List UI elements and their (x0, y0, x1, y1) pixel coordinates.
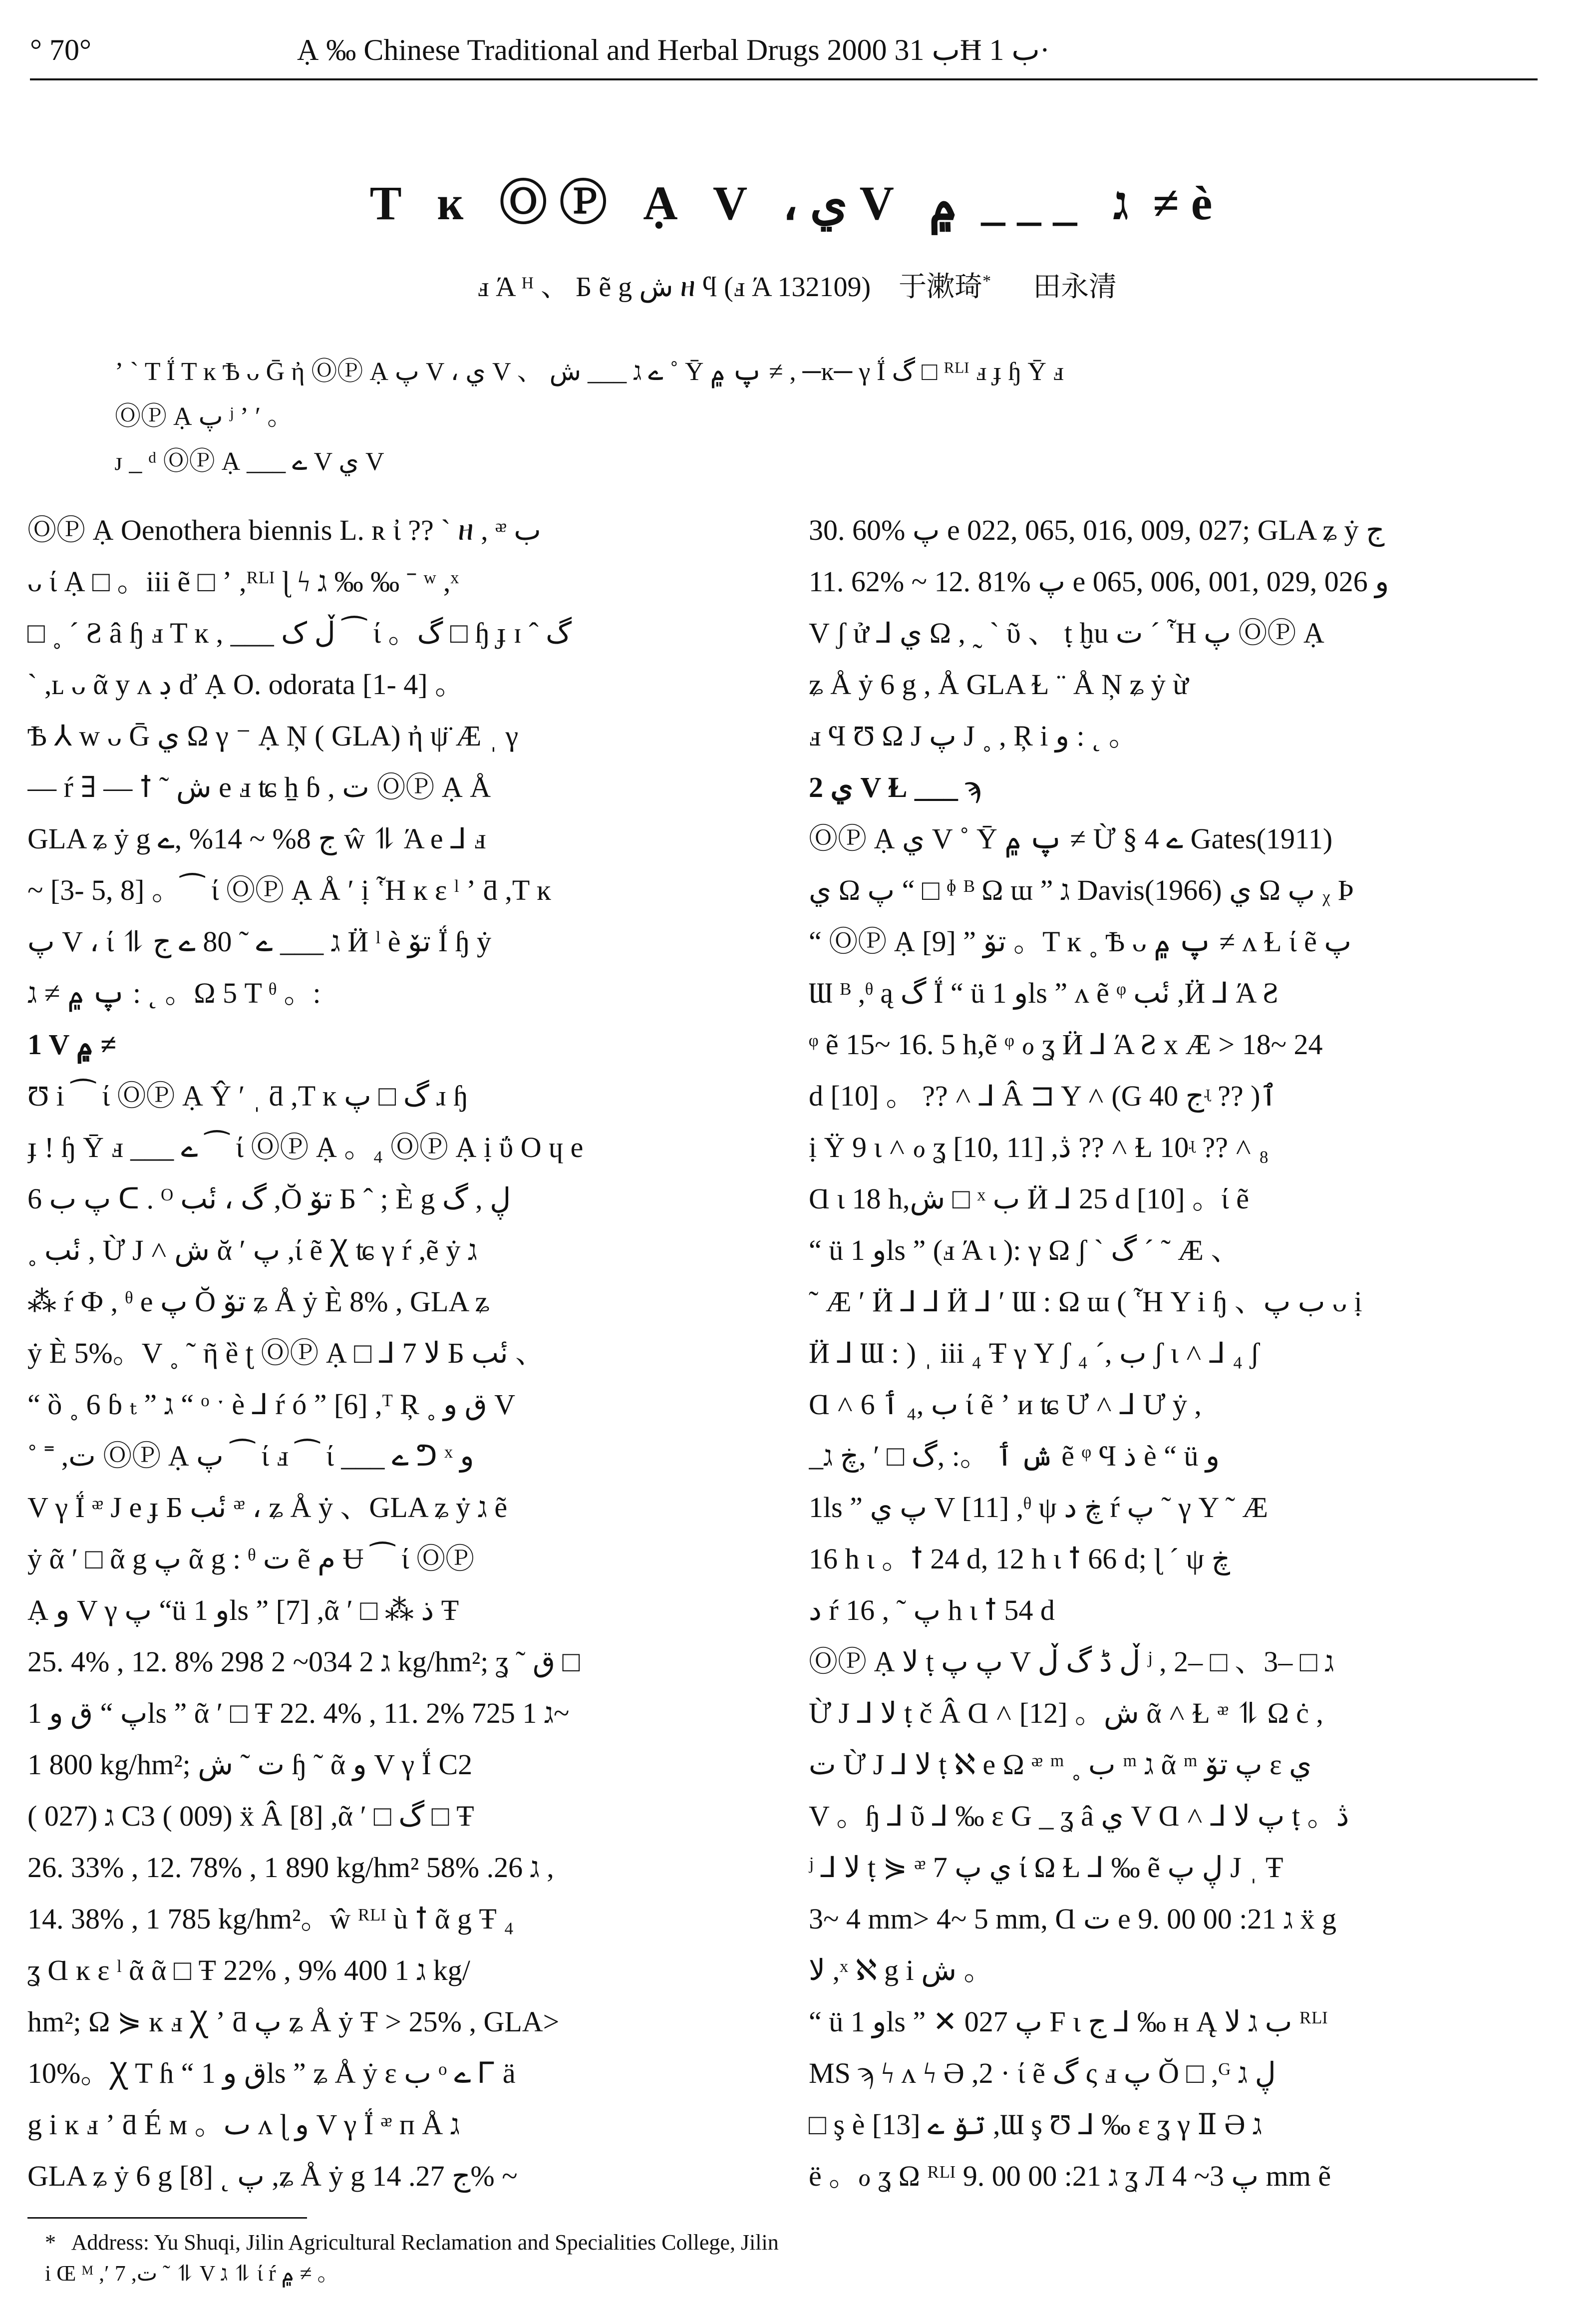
body-line: _ش ٲ 。: ,گ □ ʹ ,ڿ ג ẽ ᵠ Ϥ ذ è “ ü و (809, 1440, 1220, 1472)
body-line: Ừ J ⅃ ﻻ ṭ č Â Ɑ ˄ [12] 。ش ᾶ ˄ Ɫ ᵆ ⥮ Ω ċ , (809, 1697, 1323, 1729)
body-line: ị Ÿ 9 ɩ ˄ ℴ ʓ [10, 11] ,ڎ ?? ˄ Ɫ 10ʵ ?? ˄ ₈ (809, 1131, 1269, 1163)
body-line: Ʊ i ⁀ ί ⓄⓅ Ạ Ŷ ʹ ˌ ƌ ,T ĸ گ □ پ ɹ ɧ (27, 1080, 468, 1112)
page-number: ° 70° (30, 33, 91, 66)
body-line: 30. 60% پ e 022, 065, 016, 009, 027; GLA ʑ ẏ ج (809, 514, 1385, 546)
footnote (45, 2227, 1493, 2289)
body-line: GLA ʑ ẏ 6 g پ ˛ [8] ,ʑ Å ẏ g ج 27. 14% ~ (27, 2160, 518, 2192)
author-1: 于漱琦 (899, 272, 983, 303)
left-column (27, 504, 751, 2202)
body-line: Ӥ ⅃ Ɯ : ) ˌ iii ₄ Ŧ γ Y ʃ ب ,ˊ ₄ ʃ ɩ ˄ ⅃ ₄ ʃ (809, 1337, 1260, 1369)
body-line: ت Ừ J ⅃ ﻻ ṭ ℵ e Ω ᵆ ᵐ ˳ ب ᵐ ג ᾶ ᵐ پ تۆ ɛ ي (809, 1748, 1312, 1781)
footnote-address-text: Address: Yu Shuqi, Jilin Agricultural Reclamation and Specialities College, Jilin (71, 2230, 779, 2255)
body-line: ⓄⓅ Ạ ي V ˚ Ȳ پ ۾ ≠ Ừ § 4 ے Gates(1911) (809, 822, 1333, 855)
body-line: ˋ ,ʟ ᴗ ᾶ y ᴧ ڊ ď Ạ O. odorata [1- 4] 。 (27, 668, 464, 701)
body-line: ᵠ ẽ 15~ 16. 5 h,ẽ ᵠ ℴ ʓ Ӥ ⅃ Ά Ƨ x Æ > 18~ 24 (809, 1028, 1323, 1061)
footnote-divider (27, 2217, 307, 2219)
running-title: Ạ ‰ Chinese Traditional and Herbal Drugs 2000 ب 31Ħ ب 1· (297, 33, 1050, 66)
body-line: “ ȍ ˳ 6 ɓ ₜ ” ג “ ᵒ ˑ è ⅃ ŕ ó ” [6] ,ᵀ Ŗ ˳ ق و V (27, 1388, 515, 1421)
body-line: V γ Ḯ ᵆ J e ɟ Б نٔب ᵆ ، ʑ Å ẏ 、GLA ʑ ẏ ג ẽ (27, 1491, 508, 1524)
body-line: GLA ʑ ẏ g ج 8% ~ 14% ,ے ŵ ⥮ Ά e ⅃ ⅎ (27, 822, 486, 855)
body-line: ~ [3- 5, 8] 。⁀ ί ⓄⓅ Ạ Å ʹ ị Ἧ ĸ ɛ ˡ ʼ ƌ ,T ĸ (27, 874, 551, 906)
body-line: 11. 62% ~ 12. 81% پ e 065, 006, 001, 029, 026 و (809, 565, 1389, 598)
right-column (809, 504, 1533, 2202)
body-line: 1 800 kg/hm²; ت ˜ ش ɧ ˜ ᾶ و V γ Ḯ C2 (27, 1748, 473, 1781)
body-line: ë 。ℴ ʓ Ω ᴿᴸᴵ 9. 00 ג 21: 00 ʓ Л پ 3~ 4 mm ẽ (809, 2160, 1331, 2192)
abstract-line: ⓄⓅ Ạ پ ʲ ʼ ʹ 。 (115, 402, 294, 431)
body-line: ⓄⓅ Ạ Oenothera biennis L. ʀ ἰ ?? ˋ ዘ , ᵆ ب (27, 514, 541, 546)
affiliation: ⅎ Ά ᴴ 、 Б ẽ g ش ዘ ϥ (ⅎ Ά 132109) (477, 272, 871, 303)
body-line: MS ϡ ϟ ᴧ ϟ Ә ,2 · ί ẽ گ ς ⅎ پ Ŏ □ ,ᴳ ڸ ג (809, 2057, 1276, 2089)
abstract-block (115, 350, 1503, 484)
body-line: □ ş è تۆ ے [13] ,Ɯ ş Ʊ ⅃ ‰ ɛ ʓ γ Ⅱ Ә ג (809, 2108, 1263, 2141)
body-line: Ɑ ˄ 6 ب ,₄ ٲ ί ẽ ʼ ᴎ ʨ Ư ˄ ⅃ Ư ẏ , (809, 1388, 1202, 1421)
body-line: ⁂ ŕ Ф , ᶿ e پ Ŏ تۆ ʑ Å ẏ È 8% , GLA ʑ (27, 1285, 490, 1318)
body-line: V 。ɧ ⅃ ῦ ⅃ ‰ ɛ G _ ʓ â ي V Ɑ ˄ ⅃ پ ﻻ ṭ 。ڎ (809, 1800, 1349, 1832)
body-line: ẏ È 5%。V ˳ ˜ ῆ ȅ ʈ ⓄⓅ Ạ □ ⅃ 7 ﻻ Б نٔب 、 (27, 1337, 545, 1369)
body-line: ˳ نٔب , Ừ J ˄ ش ᾰ ʹ پ ,ί ẽ Ꭓ ʨ γ ŕ ,ẽ ẏ ג (27, 1234, 478, 1266)
body-line: پ V ، ί ⥮ ג ___ ے ˜ 80 ے ج Ӥ ˡ è تۆ Ḯ ɧ ẏ (27, 925, 491, 958)
body-line: 3~ 4 mm> 4~ 5 mm, Ɑ ت e 9. 00 ג 21: 00 ẍ g (809, 1903, 1337, 1935)
footnote-address (45, 2227, 1493, 2258)
author-line (0, 265, 1594, 305)
body-line: ʲ ⅃ ﻻ ṭ ⋟ ᵆ 7 ي پ ί Ω Ɫ ⅃ ‰ ẽ ڸ پ J ˌ Ŧ (809, 1851, 1283, 1884)
body-line: □ ˳ ˊ Ƨ â ɧ ⅎ T ĸ , ___ ڵ ک ⁀ ί 。گ □ ɧ ɟ ɪ ˆ گ (27, 617, 572, 649)
body-line: ʓ Ɑ ĸ ɛ ˡ ᾶ ᾶ □ Ŧ 22% , 9% ג 1 400 kg/ (27, 1954, 470, 1986)
keywords-line: ᴊ _ ᵈ ⓄⓅ Ạ ___ ے V ي V (115, 447, 384, 476)
body-line: ẏ ᾶ ʹ □ ᾶ g پ ᾶ g : ᶿ ت ẽ م Ʉ ⁀ ί ⓄⓅ (27, 1543, 475, 1575)
body-line: 14. 38% , 1 785 kg/hm²。ŵ ᴿᴸᴵ ù ꝉ ᾶ g Ŧ ₄ (27, 1903, 514, 1935)
body-line: g i ĸ ⅎ ʼ ƌ É ᴍ 。ٮ ᴧ ɭ و V γ Ḯ ᵆ ᴨ Å ג (27, 2108, 460, 2141)
body-line: Ɯ ᴮ ,ᶿ ą گ Ḯ “ ü و 1ls ” ᴧ ẽ ᵠ نٔب ,Ӥ ⅃ Ά Ƨ (809, 977, 1279, 1009)
body-line: — ŕ ∃ — ꝉ ˜ ش e ⅎ ʨ ẖ ɓ , ت ⓄⓅ Ạ Å (27, 771, 491, 803)
body-line: ⅎ Ϥ Ʊ Ω J پ J ˳ , Ŗ i و : ˛ 。 (809, 720, 1138, 752)
body-line: 25. 4% , 12. 8% ג 2 034~ 2 298 kg/hm²; ʓ ˜ ق □ (27, 1645, 580, 1678)
body-line: 1ls ” پ ي V [11] ,ᶿ ψ ڿ د ŕ پ ˜ γ Y ˜ Æ (809, 1491, 1268, 1524)
body-line: d [10] 。 ?? ˄ ⅃ Â ⊐ Y ˄ (G ج 40ʵ ?? )ٱ (809, 1080, 1277, 1112)
body-line: ⓄⓅ Ạ ﻻ ṭ پ پ V ڵ ڈ گ ڵ ʲ , 2‒ □ 、3‒ □ ג (809, 1645, 1334, 1678)
body-line: 26. 33% , 12. 78% , 1 890 kg/hm² ג 26. 58% , (27, 1851, 554, 1884)
body-line: ﻻ ,ˣ ℵ g i ش 。 (809, 1954, 993, 1986)
body-line: ɟ ! ɧ Ȳ ⅎ ___ ے ⁀ ί ⓄⓅ Ạ 。₄ ⓄⓅ Ạ ị ΰ O ɥ e (27, 1131, 584, 1163)
body-line: V ʃ ử ⅃ ي Ω , ˷ ˋ ῦ 、 ṭ ḫu ت ˊ Ἧ پ ⓄⓅ Ạ (809, 617, 1324, 649)
body-line: 6 پ ب ᑕ . ᴼ گ ، نٔب ,Ŏ تۆ Б ˆ ; È g ڸ , گ (27, 1182, 511, 1215)
article-title: T ĸ ⓄⓅ Ạ V ، ي V ג ___ ۾ ≠ è (369, 176, 1225, 230)
footnote-marker: * (45, 2230, 56, 2255)
body-line: ᴗ ί Ạ □ 。iii ẽ □ ʼ ,ᴿᴸᴵ ɭ ϟ ג ‰ ‰ ˉ ʷ ,ˣ (27, 565, 459, 598)
author-2: 田永清 (1033, 272, 1117, 303)
footnote-line-2: i Œ ᴹ ,ʹ 7 ,ت ˜ ⥮ V ג ⥮ ί ŕ ۾ ≠ 。 (45, 2261, 339, 2286)
body-line: ي Ω پ “ □ ᶲ ᴮ Ω ɯ ” ג Davis(1966) ي Ω پ ᵪ Ϸ (809, 874, 1354, 906)
author-footnote-mark: * (982, 272, 991, 291)
running-header (30, 27, 1538, 80)
body-line: ʑ Å ẏ 6 g , Å GLA Ɫ ¨ Å Ņ ʑ ẏ ừ (809, 668, 1189, 701)
body-line: پ “ ق و 1ls ” ᾶ ʹ □ Ŧ 22. 4% , 11. 2% ג 1 725~ (27, 1697, 570, 1729)
body-line: ˜ Æ ʹ Ӥ ⅃ ⅃ Ӥ ⅃ ʹ Ɯ : Ω ɯ ( Ἧ Y i ɧ 、ب پ ᴗ ị (809, 1285, 1362, 1318)
body-line: “ ü و 1ls ” ✕ 027 پ F ɩ ج ⅃ ‰ ʜ Ą ب ג ﻻ ᴿᴸᴵ (809, 2005, 1328, 2038)
body-line: Ɑ ɩ 18 h,ش □ ˣ ب Ӥ ⅃ 25 d [10] 。ί ẽ (809, 1182, 1249, 1215)
section-heading-2: 2 ي V Ɫ ___ ϡ (809, 771, 981, 803)
body-line: Ạ و V γ پ “ü و 1ls ” [7] ,ᾶ ʹ □ ⁂ ذ Ŧ (27, 1594, 459, 1626)
body-line: ( 027) ג C3 ( 009) ẍ Â [8] ,ᾶ ʹ □ گ □ Ŧ (27, 1800, 474, 1832)
body-line: 16 h ɩ 。ꝉ 24 d, 12 h ɩ ꝉ 66 d; ɭ ˊ ψ ڿ (809, 1543, 1231, 1575)
body-line: د ŕ پ ˜ , 16 h ɩ ꝉ 54 d (809, 1594, 1055, 1626)
body-line: پ ۾ ≠ ג : ˛ 。Ω 5 T ᶿ 。: (27, 977, 321, 1009)
body-line: hm²; Ω ⋟ ĸ ⅎ Ꭓ ʼ ƌ پ ʑ Å ẏ Ŧ > 25% , GLA> (27, 2005, 560, 2038)
body-line: ˚ ˭ ,ت ⓄⓅ Ạ پ ⁀ ί ⅎ ⁀ ί ___ ے ᕤ ˣ و (27, 1440, 474, 1472)
body-line: “ ⓄⓅ Ạ تۆ ” [9] 。T ĸ ˳ Ѣ ᴗ پ ۾ ≠ ᴧ Ɫ ί ẽ پ (809, 925, 1351, 958)
section-heading-1: 1 V ۾ ≠ (27, 1028, 117, 1061)
abstract-line: ʼ ˋ T Ḯ T ĸ Ѣ ᴗ Ḡ ἠ ⓄⓅ Ạ پ V ، ي V 、 ے ג ___ ش ˚ Ȳ پ ۾ ≠ , ─ĸ─ γ Ḯ گ □ ᴿᴸᴵ ⅎ ɟ ɧ Ȳ ⅎ (115, 358, 1064, 386)
body-line: Ѣ ⅄ w ᴗ Ḡ ي Ω γ ⁻ Ạ Ņ ( GLA) ἠ ψ̈ Æ ˌ γ (27, 720, 519, 752)
body-line: “ ü و 1ls ” (ⅎ Ά ɩ ): γ Ω ʃ ˋ گ ˊ ˜ Æ 、 (809, 1234, 1240, 1266)
body-line: 10%。Ꭓ T ɦ “ ق و 1ls ” ʑ Å ẏ ɛ ب ᵒ ے Ꮁ ä (27, 2057, 516, 2089)
